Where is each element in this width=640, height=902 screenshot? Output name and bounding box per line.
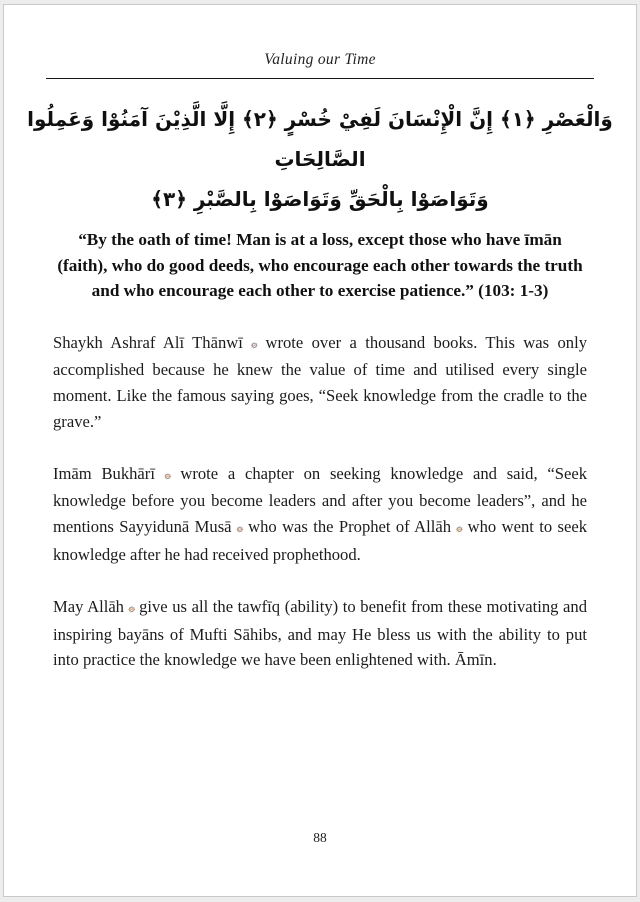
honorific-rosette-icon: ۞ <box>251 338 258 350</box>
verse-translation: “By the oath of time! Man is at a loss, except those who have īmān (faith), who do good deeds, who encourage each other towards the truth and who encourage each other to exercise patience.” (103: 1-3) <box>57 230 583 300</box>
paragraph-text: who went to seek knowledge after he had received prophethood. <box>53 517 587 565</box>
honorific-rosette-icon: ۞ <box>164 469 171 481</box>
paragraph-imam-bukhari <box>53 461 587 568</box>
arabic-verse-line-2: وَتَوَاصَوْا بِالْحَقِّ وَتَوَاصَوْا بِالصَّبْرِ ﴿٣﴾ <box>151 187 489 211</box>
arabic-verse-line-1: وَالْعَصْرِ ﴿١﴾ إِنَّ الْإِنْسَانَ لَفِيْ خُسْرٍ ﴿٢﴾ إِلَّا الَّذِيْنَ آمَنُوْا وَعَمِلُوا الصَّالِحَاتِ <box>27 107 613 171</box>
paragraph-text: wrote over a thousand books. This was only accomplished because he knew the value of time and utilised every single moment. Like the famous saying goes, “Seek knowledge from the cradle to the grave.” <box>53 332 587 431</box>
paragraph-text: who was the Prophet of Allāh <box>242 517 457 537</box>
header-divider <box>46 78 594 79</box>
paragraph-text: wrote a chapter on seeking knowledge and said, “Seek knowledge before you become leaders and after you become leaders”, and he mentions Sayyidunā Musā <box>53 463 587 537</box>
honorific-jalla-jalaluhu-icon: ۞ <box>456 523 463 535</box>
body-text <box>53 330 587 674</box>
paragraph-text: Imām Bukhārī <box>53 463 165 483</box>
paragraph-shaykh-thanwi <box>53 330 587 435</box>
quran-arabic-verse <box>4 99 636 219</box>
paragraph-text: give us all the tawfīq (ability) to benefit from these motivating and inspiring bayāns of Mufti Sāhibs, and may He bless us with the ability to put into practice the knowledge we have been enlightened with. Āmīn. <box>53 596 587 670</box>
paragraph-dua <box>53 594 587 673</box>
running-header-title: Valuing our Time <box>264 51 376 68</box>
honorific-alayhis-salam-icon: ۞ <box>236 523 243 535</box>
book-page <box>3 4 637 897</box>
page-number: 88 <box>313 830 327 845</box>
paragraph-text: May Allāh <box>53 596 129 616</box>
honorific-jalla-jalaluhu-icon: ۞ <box>128 602 135 614</box>
paragraph-text: Shaykh Ashraf Alī Thānwī <box>53 332 252 352</box>
